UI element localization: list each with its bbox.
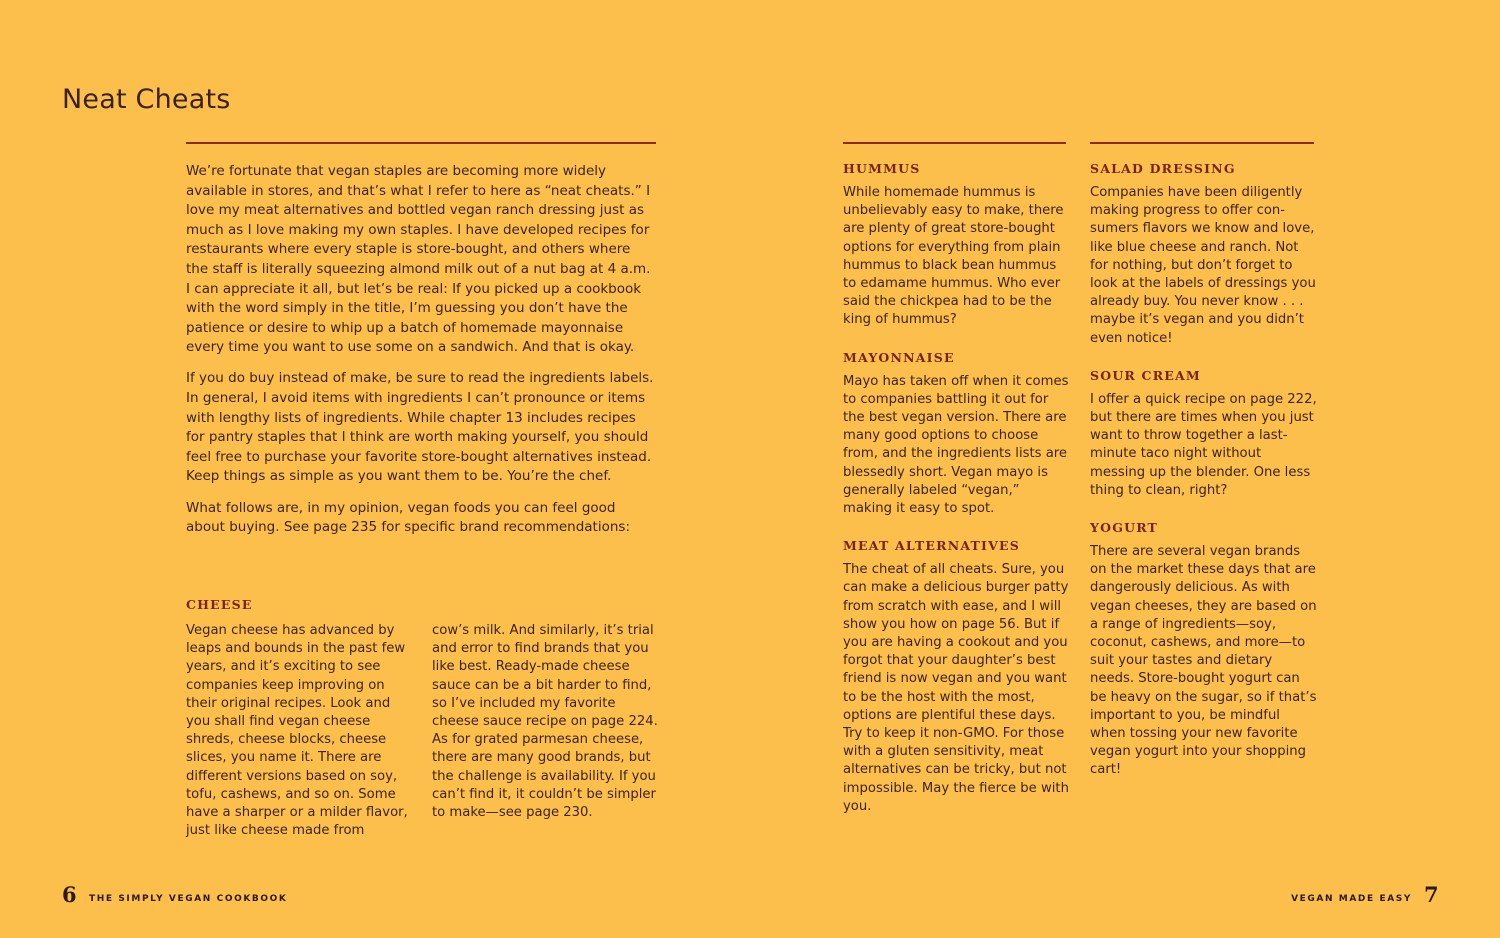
section-salad-dressing [1090,161,1318,348]
section-text: While homemade hummus is unbelievably easy to make, there are plenty of great store-bought options for everything from plain hummus to black bean hummus to edamame hummus. Who ever said the chickpea had to be the king of hummus? [843,185,1064,328]
section-heading: YOGURT [1090,520,1159,536]
cheese-heading: CHEESE [186,597,253,612]
rule-column-d [1090,142,1314,144]
intro-paragraph: We’re fortunate that vegan staples are becoming more widely available in stores, and that’s what I refer to here as “neat cheats.” I love my meat alternatives and bottled vegan ranch dressing just as much as I love making my own staples. I have developed recipes for restaurants where every staple is store-bought, and others where the staff is literally squeezing almond milk out of a nut bag at 4 a.m. I can appreciate it all, but let’s be real: If you picked up a cookbook with the word simply in the title, I’m guessing you don’t have the patience or desire to whip up a batch of homemade mayonnaise every time you want to use some on a sandwich. And that is okay. [186,163,651,356]
column-c [843,161,1071,836]
section-text: The cheat of all cheats. Sure, you can make a delicious burger patty from scratch with ease, and I will show you how on page 56. But if you are having a cookout and you forgot that your daughter’s best friend is now vegan and you want to be the host with the most, options are plentiful these days. Try to keep it non-GMO. For those with a gluten sensitivity, meat alternatives can be tricky, but not impossible. May the fierce be with you. [843,562,1069,814]
section-meat-alternatives [843,538,1071,816]
section-heading: MEAT ALTERNATIVES [843,538,1020,554]
section-sour-cream [1090,368,1318,500]
left-running-head: THE SIMPLY VEGAN COOKBOOK [89,894,288,904]
intro-paragraph: What follows are, in my opinion, vegan foods you can feel good about buying. See page 235 for specific brand recommendations: [186,499,631,536]
rule-column-c [843,142,1066,144]
section-text: I offer a quick recipe on page 222, but there are times when you just want to throw together a last-minute taco night without messing up the blender. One less thing to clean, right? [1090,391,1317,498]
section-yogurt [1090,520,1318,780]
cheese-text-col2: cow’s milk. And similarly, it’s trial and error to find brands that you like best. Ready-made cheese sauce can be a bit harder to find, so I’ve included my favorite cheese sauce recipe on page 224. As for grated parmesan cheese, there are many good brands, but the challenge is availability. If you can’t find it, it couldn’t be simpler to make—see page 230. [432,623,658,821]
cheese-text-col1: Vegan cheese has advanced by leaps and bounds in the past few years, and it’s exciting to see companies keep improving on their original recipes. Look and you shall find vegan cheese shreds, cheese blocks, cheese slices, you name it. There are different versions based on soy, tofu, cashews, and so on. Some have a sharper or a milder flavor, just like cheese made from [186,623,408,839]
section-text: Mayo has taken off when it comes to companies battling it out for the best vegan version. There are many good options to choose from, and the ingredients lists are blessedly short. Vegan mayo is generally labeled “vegan,” making it easy to spot. [843,373,1069,517]
section-heading: SALAD DRESSING [1090,161,1236,176]
section-heading: MAYONNAISE [843,349,955,365]
column-d [1090,161,1318,800]
intro-paragraph: If you do buy instead of make, be sure to read the ingredients labels. In general, I avoid items with ingredients I can’t pronounce or items with lengthy lists of ingredients. While chapter 13 includes recipes for pantry staples that I think are worth making yourself, you should feel free to purchase your favorite store-bought alternatives instead. Keep things as simple as you want them to be. You’re the chef. [186,370,654,485]
right-running-head: VEGAN MADE EASY [1291,894,1412,904]
section-mayonnaise [843,350,1071,519]
section-hummus [843,161,1071,330]
left-page-number: 6 [62,882,77,907]
page-title: Neat Cheats [62,84,231,115]
section-text: There are several vegan brands on the market these days that are dangerously delicious. As with vegan cheeses, they are based on a range of ingredients—soy, coconut, cashews, and more—to suit your tastes and dietary needs. Store-bought yogurt can be heavy on the sugar, so if that’s important to you, be mindful when tossing your new favorite vegan yogurt into your shopping cart! [1090,544,1317,778]
section-heading: HUMMUS [843,161,921,176]
right-page-number: 7 [1424,882,1439,907]
section-heading: SOUR CREAM [1090,367,1201,383]
rule-left [186,142,656,144]
intro-text [186,162,656,549]
section-text: Companies have been diligently making progress to offer con-sumers flavors we know and love, like blue cheese and ranch. Not for nothing, but don’t forget to look at the labels of dressings you already buy. You never know . . . maybe it’s vegan and you didn’t even notice! [1090,185,1316,346]
